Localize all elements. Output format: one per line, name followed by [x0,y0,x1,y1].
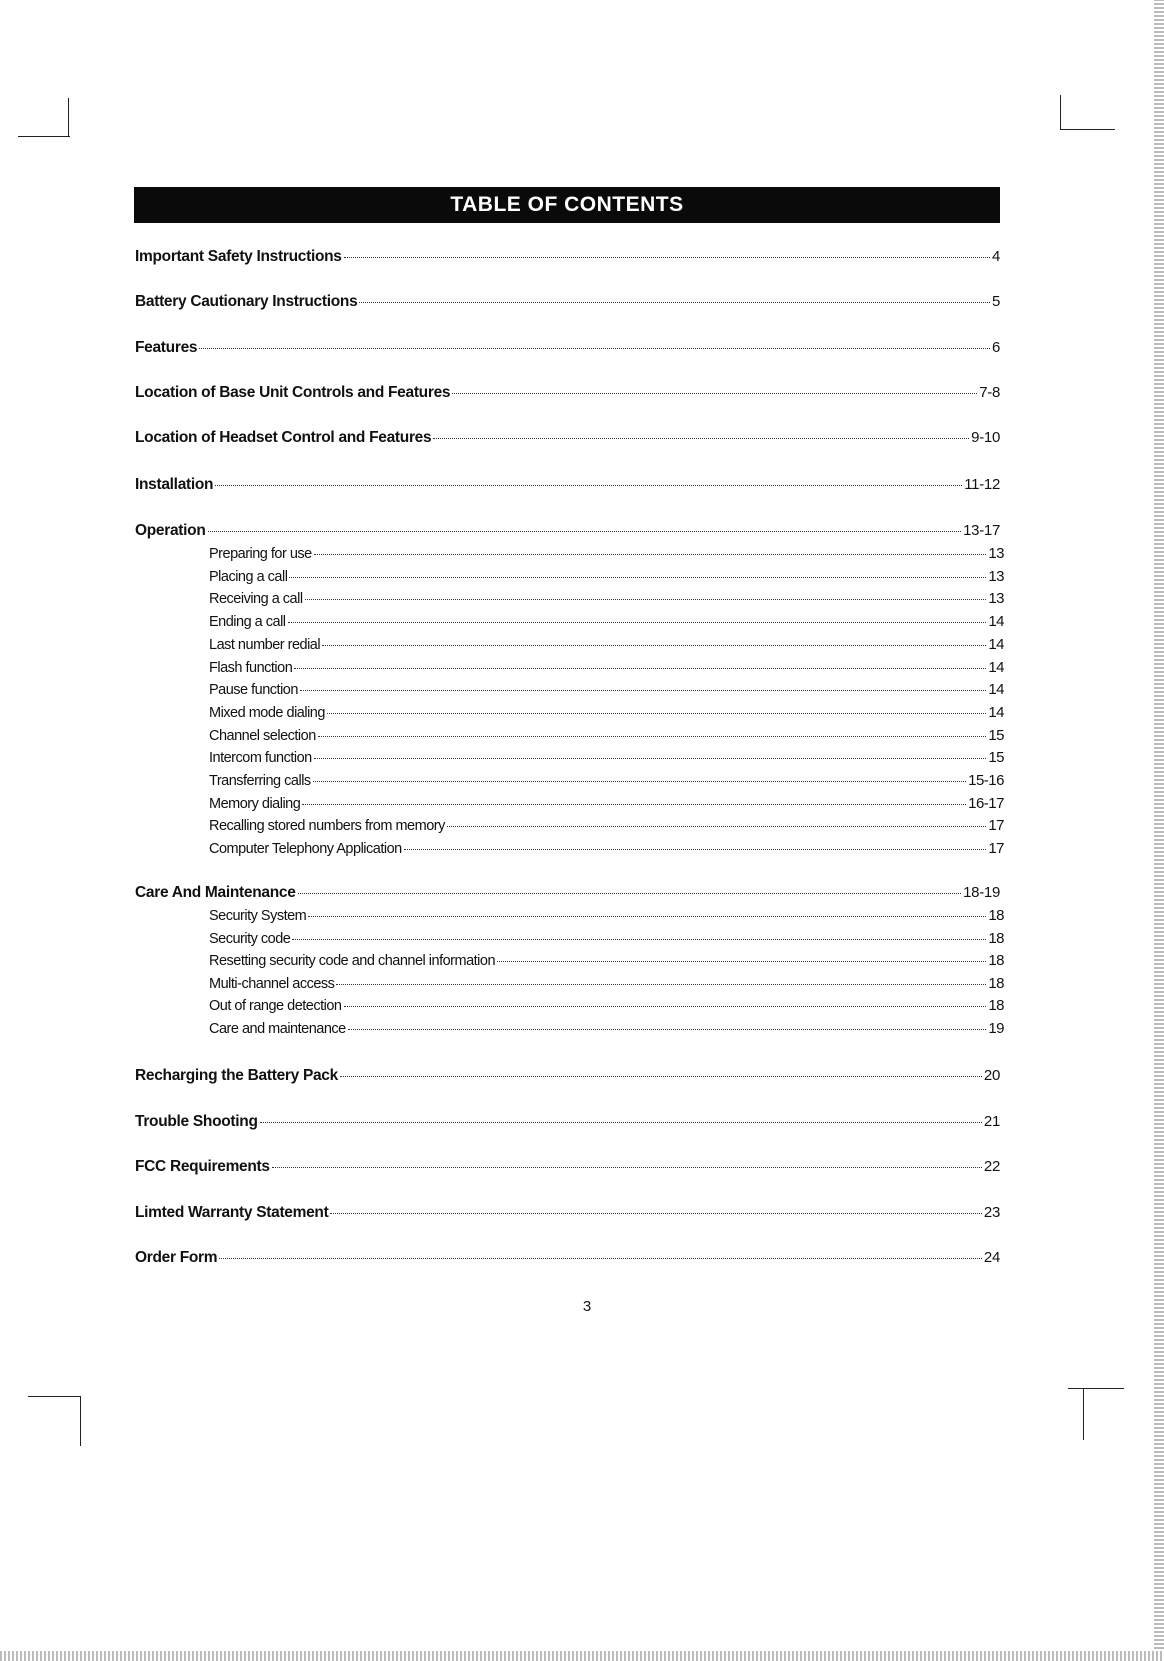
entry-label: Trouble Shooting [135,1113,258,1130]
toc-subentry[interactable] [209,772,1004,789]
entry-page: 14 [988,658,1004,676]
entry-page: 24 [983,1249,1000,1266]
entry-page: 9-10 [971,429,1000,446]
dot-leader [289,577,986,578]
entry-label: Battery Cautionary Instructions [135,293,358,310]
entry-label: Out of range detection [209,998,342,1014]
entry-page: 13 [988,545,1004,562]
dot-leader [452,393,977,394]
dot-leader [313,781,966,782]
entry-page: 18 [988,997,1004,1014]
dot-leader [219,1258,982,1259]
toc-subentry[interactable] [209,907,1004,924]
toc-subentry[interactable] [209,817,1004,834]
entry-page: 17 [988,840,1004,858]
toc-subentry[interactable] [209,681,1004,698]
entry-label: Computer Telephony Application [209,841,402,858]
toc-entry[interactable] [135,884,1000,902]
dot-leader [327,713,986,714]
entry-label: FCC Requirements [135,1158,270,1175]
dot-leader [305,599,987,600]
entry-page: 15-16 [968,772,1004,789]
entry-label: Intercom function [209,750,312,767]
toc-subentry[interactable] [209,568,1004,585]
toc-subentry[interactable] [209,930,1004,947]
toc-subentry[interactable] [209,997,1004,1014]
dot-leader [404,849,987,850]
entry-page: 11-12 [964,476,1000,493]
entry-page: 15 [988,726,1004,744]
scan-edge-bottom [0,1651,1164,1661]
entry-label: Order Form [135,1249,218,1266]
toc-subentry[interactable] [209,545,1004,562]
scan-edge [1154,0,1164,1661]
entry-label: Recharging the Battery Pack [135,1067,338,1084]
toc-subentry[interactable] [209,795,1004,812]
entry-label: Preparing for use [209,546,312,562]
entry-page: 18 [988,974,1004,992]
toc-entry[interactable] [135,1204,1000,1222]
entry-label: Multi-channel access [209,975,335,992]
dot-leader [359,302,990,303]
toc-entry[interactable] [135,1249,1000,1267]
dot-leader [260,1122,982,1123]
entry-page: 14 [988,635,1004,653]
dot-leader [318,736,987,737]
entry-page: 14 [988,613,1004,631]
crop-mark [68,98,69,136]
toc-entry[interactable] [135,248,1000,266]
dot-leader [199,348,990,349]
entry-label: Memory dialing [209,795,301,812]
toc-entry[interactable] [135,522,1000,540]
dot-leader [433,438,969,439]
entry-page: 19 [988,1019,1004,1037]
toc-subentry[interactable] [209,659,1004,676]
dot-leader [322,645,986,646]
entry-page: 18 [988,929,1004,947]
crop-mark [28,1396,80,1397]
toc-entry[interactable] [135,476,1000,494]
dot-leader [272,1167,982,1168]
entry-page: 20 [983,1067,1000,1084]
dot-leader [208,531,962,532]
dot-leader [497,961,986,962]
dot-leader [288,622,987,623]
entry-page: 21 [983,1113,1000,1130]
entry-label: Care And Maintenance [135,884,296,901]
entry-page: 5 [991,293,1000,310]
entry-label: Flash function [209,659,293,676]
toc-title: TABLE OF CONTENTS [134,187,1000,223]
toc-subentry[interactable] [209,704,1004,721]
entry-label: Security code [209,930,291,947]
entry-page: 15 [988,749,1004,767]
toc-subentry[interactable] [209,590,1004,607]
toc-subentry[interactable] [209,749,1004,766]
entry-label: Receiving a call [209,591,303,608]
crop-mark [1083,1388,1084,1440]
dot-leader [344,1006,987,1007]
page-number: 3 [582,1298,592,1315]
entry-label: Pause function [209,682,298,699]
dot-leader [294,668,986,669]
crop-mark [1060,129,1115,130]
dot-leader [215,485,962,486]
entry-page: 17 [988,817,1004,835]
dot-leader [340,1076,982,1077]
entry-page: 23 [983,1204,1000,1221]
entry-label: Location of Base Unit Controls and Features [135,384,451,401]
toc-entry[interactable] [135,339,1000,357]
toc-entry[interactable] [135,293,1000,311]
entry-label: Location of Headset Control and Features [135,429,432,446]
toc-subentry[interactable] [209,975,1004,992]
toc-entry[interactable] [135,1158,1000,1176]
entry-page: 13 [988,567,1004,585]
entry-label: Security System [209,908,307,924]
entry-label: Last number redial [209,636,321,653]
crop-mark [1060,95,1061,129]
entry-label: Operation [135,522,206,539]
dot-leader [330,1213,981,1214]
toc-subentry[interactable] [209,952,1004,969]
toc-subentry[interactable] [209,840,1004,857]
dot-leader [308,916,986,917]
entry-label: Limted Warranty Statement [135,1204,329,1221]
entry-label: Installation [135,476,214,493]
entry-label: Recalling stored numbers from memory [209,818,445,835]
entry-page: 7-8 [979,384,1000,401]
toc-entry[interactable] [135,1067,1000,1085]
entry-page: 13 [988,590,1004,608]
entry-page: 4 [991,248,1000,265]
entry-page: 16-17 [968,794,1004,812]
entry-label: Transferring calls [209,773,311,789]
entry-label: Resetting security code and channel information [209,953,496,969]
entry-label: Care and maintenance [209,1020,346,1037]
dot-leader [336,984,986,985]
dot-leader [302,804,966,805]
dot-leader [298,893,962,894]
toc-subentry[interactable] [209,613,1004,630]
toc-entry[interactable] [135,1113,1000,1131]
dot-leader [348,1029,987,1030]
toc-subentry[interactable] [209,636,1004,653]
dot-leader [292,939,986,940]
dot-leader [314,554,987,555]
crop-mark [18,136,70,137]
entry-label: Placing a call [209,568,288,585]
entry-page: 13-17 [963,522,1000,539]
toc-entry[interactable] [135,429,1000,447]
entry-page: 18 [988,907,1004,924]
entry-label: Features [135,339,198,356]
dot-leader [300,690,986,691]
entry-label: Channel selection [209,727,316,744]
toc-entry[interactable] [135,384,1000,402]
entry-page: 14 [988,681,1004,699]
toc-subentry[interactable] [209,1020,1004,1037]
crop-mark [80,1396,81,1446]
entry-label: Important Safety Instructions [135,248,342,265]
dot-leader [447,826,986,827]
toc-subentry[interactable] [209,727,1004,744]
crop-mark [1068,1388,1124,1389]
entry-label: Ending a call [209,614,286,631]
entry-page: 18 [988,952,1004,969]
entry-page: 6 [991,339,1000,356]
entry-page: 18-19 [963,884,1000,901]
entry-label: Mixed mode dialing [209,704,325,721]
entry-page: 14 [988,703,1004,721]
dot-leader [314,758,987,759]
entry-page: 22 [983,1158,1000,1175]
dot-leader [344,257,990,258]
